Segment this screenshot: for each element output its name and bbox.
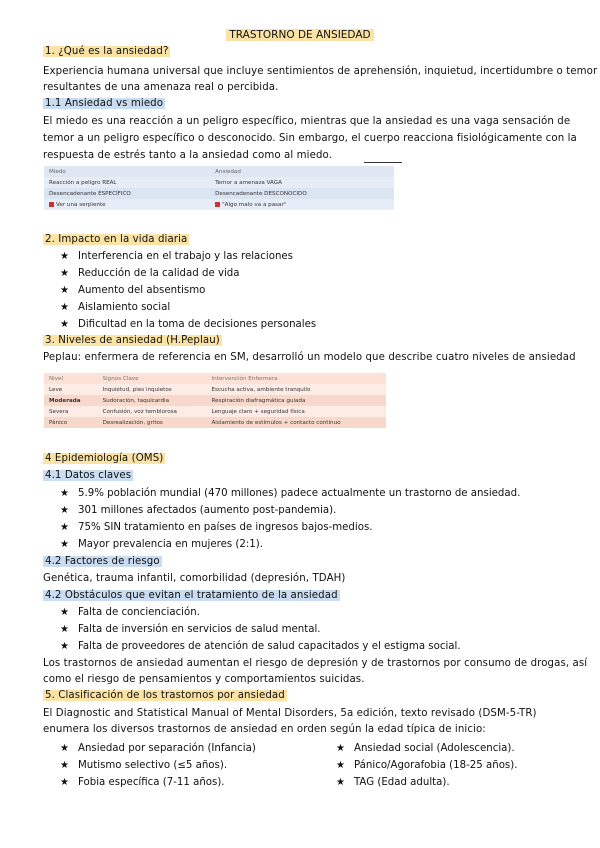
star-icon: ★ xyxy=(336,777,345,788)
fear-vs-anxiety-table xyxy=(44,166,394,210)
table-cell: Ver una serpiente xyxy=(44,199,210,210)
table-cell: Inquietud, pies inquietos xyxy=(98,384,207,395)
list-item: ★ Mayor prevalencia en mujeres (2:1). xyxy=(60,536,520,553)
table-cell: Desencadenante DESCONOCIDO xyxy=(210,188,394,199)
table-cell: Leve xyxy=(44,384,98,395)
list-item: ★ Mutismo selectivo (≤5 años). xyxy=(60,757,256,774)
list-item: ★ Pánico/Agorafobia (18-25 años). xyxy=(336,757,517,774)
divider xyxy=(364,162,402,163)
star-icon: ★ xyxy=(60,607,69,618)
section-2-heading: 2. Impacto en la vida diaria xyxy=(45,234,188,245)
star-icon: ★ xyxy=(60,777,69,788)
section-4-2-text: Genética, trauma infantil, comorbilidad (depresión, TDAH) xyxy=(43,573,346,584)
list-item: ★ Falta de inversión en servicios de salud mental. xyxy=(60,621,461,638)
star-icon: ★ xyxy=(60,624,69,635)
table-cell: Respiración diafragmática guiada xyxy=(206,395,386,406)
section-3-heading: 3. Niveles de ansiedad (H.Peplau) xyxy=(45,335,220,346)
key-data-list xyxy=(60,485,520,553)
page-title: TRASTORNO DE ANSIEDAD xyxy=(0,29,600,41)
impact-list xyxy=(60,248,316,333)
list-item: ★ 301 millones afectados (aumento post-pandemia). xyxy=(60,502,520,519)
star-icon: ★ xyxy=(60,285,69,296)
table-header: Intervención Enfermera xyxy=(206,373,386,384)
table-cell: Severa xyxy=(44,406,98,417)
star-icon: ★ xyxy=(336,760,345,771)
image-icon xyxy=(49,202,54,207)
star-icon: ★ xyxy=(60,743,69,754)
table-cell: Desrealización, gritos xyxy=(98,417,207,428)
classification-list-col-2 xyxy=(336,740,517,791)
table-cell: Sudoración, taquicardia xyxy=(98,395,207,406)
table-cell: Lenguaje claro + seguridad física xyxy=(206,406,386,417)
table-header: Miedo xyxy=(44,166,210,177)
star-icon: ★ xyxy=(60,539,69,550)
star-icon: ★ xyxy=(60,522,69,533)
table-cell: Desencadenante ESPECÍFICO xyxy=(44,188,210,199)
list-item: ★ Ansiedad social (Adolescencia). xyxy=(336,740,517,757)
list-item: ★ Aumento del absentismo xyxy=(60,282,316,299)
list-item: ★ 75% SIN tratamiento en países de ingresos bajos-medios. xyxy=(60,519,520,536)
list-item: ★ TAG (Edad adulta). xyxy=(336,774,517,791)
section-5-heading: 5. Clasificación de los trastornos por ansiedad xyxy=(45,690,285,701)
anxiety-levels-table xyxy=(44,373,386,428)
section-4-2b-heading: 4.2 Obstáculos que evitan el tratamiento de la ansiedad xyxy=(45,590,338,601)
star-icon: ★ xyxy=(60,251,69,262)
section-4-heading: 4 Epidemiología (OMS) xyxy=(45,453,164,464)
section-1-1-text-line-2: temor a un peligro específico o desconocido. Sin embargo, el cuerpo reacciona fisiológicamente con la xyxy=(43,133,577,144)
section-4-2b-text-line-1: Los trastornos de ansiedad aumentan el riesgo de depresión y de trastornos por consumo de drogas, así xyxy=(43,658,588,669)
star-icon: ★ xyxy=(60,319,69,330)
section-4-2b-text-line-2: como el riesgo de pensamientos y comportamientos suicidas. xyxy=(43,674,365,685)
list-item: ★ Falta de concienciación. xyxy=(60,604,461,621)
classification-list-col-1 xyxy=(60,740,256,791)
section-5-text-line-2: enumera los diversos trastornos de ansiedad en orden según la edad típica de inicio: xyxy=(43,724,486,735)
star-icon: ★ xyxy=(336,743,345,754)
section-4-2-heading: 4.2 Factores de riesgo xyxy=(45,556,160,567)
star-icon: ★ xyxy=(60,302,69,313)
section-1-1-text-line-3: respuesta de estrés tanto a la ansiedad como al miedo. xyxy=(43,150,333,161)
section-1-text-line-1: Experiencia humana universal que incluye sentimientos de aprehensión, inquietud, incertidumbre o temor xyxy=(43,66,598,77)
list-item: ★ Falta de proveedores de atención de salud capacitados y el estigma social. xyxy=(60,638,461,655)
table-cell: "Algo malo va a pasar" xyxy=(210,199,394,210)
star-icon: ★ xyxy=(60,641,69,652)
table-cell: Confusión, voz temblorosa xyxy=(98,406,207,417)
table-cell: Reacción a peligro REAL xyxy=(44,177,210,188)
star-icon: ★ xyxy=(60,268,69,279)
section-1-1-heading: 1.1 Ansiedad vs miedo xyxy=(45,98,164,109)
table-header: Ansiedad xyxy=(210,166,394,177)
table-header: Nivel xyxy=(44,373,98,384)
star-icon: ★ xyxy=(60,760,69,771)
list-item: ★ Aislamiento social xyxy=(60,299,316,316)
list-item: ★ Reducción de la calidad de vida xyxy=(60,265,316,282)
table-cell: Escucha activa, ambiente tranquilo xyxy=(206,384,386,395)
table-header: Signos Clave xyxy=(98,373,207,384)
section-5-text-line-1: El Diagnostic and Statistical Manual of Mental Disorders, 5a edición, texto revisado (DSM-5-TR) xyxy=(43,708,537,719)
section-4-1-heading: 4.1 Datos claves xyxy=(45,470,132,481)
image-icon xyxy=(215,202,220,207)
table-cell: Moderada xyxy=(44,395,98,406)
star-icon: ★ xyxy=(60,488,69,499)
list-item: ★ Ansiedad por separación (Infancia) xyxy=(60,740,256,757)
table-cell: Pánico xyxy=(44,417,98,428)
table-cell: Aislamiento de estímulos + contacto continuo xyxy=(206,417,386,428)
section-1-text-line-2: resultantes de una amenaza real o percibida. xyxy=(43,82,279,93)
list-item: ★ 5.9% población mundial (470 millones) padece actualmente un trastorno de ansiedad. xyxy=(60,485,520,502)
list-item: ★ Interferencia en el trabajo y las relaciones xyxy=(60,248,316,265)
list-item: ★ Dificultad en la toma de decisiones personales xyxy=(60,316,316,333)
section-3-text: Peplau: enfermera de referencia en SM, desarrolló un modelo que describe cuatro niveles de ansiedad xyxy=(43,352,576,363)
list-item: ★ Fobia específica (7-11 años). xyxy=(60,774,256,791)
section-1-heading: 1. ¿Qué es la ansiedad? xyxy=(45,46,169,57)
table-cell: Temor a amenaza VAGA xyxy=(210,177,394,188)
star-icon: ★ xyxy=(60,505,69,516)
obstacles-list xyxy=(60,604,461,655)
section-1-1-text-line-1: El miedo es una reacción a un peligro específico, mientras que la ansiedad es una vaga sensación de xyxy=(43,116,571,127)
